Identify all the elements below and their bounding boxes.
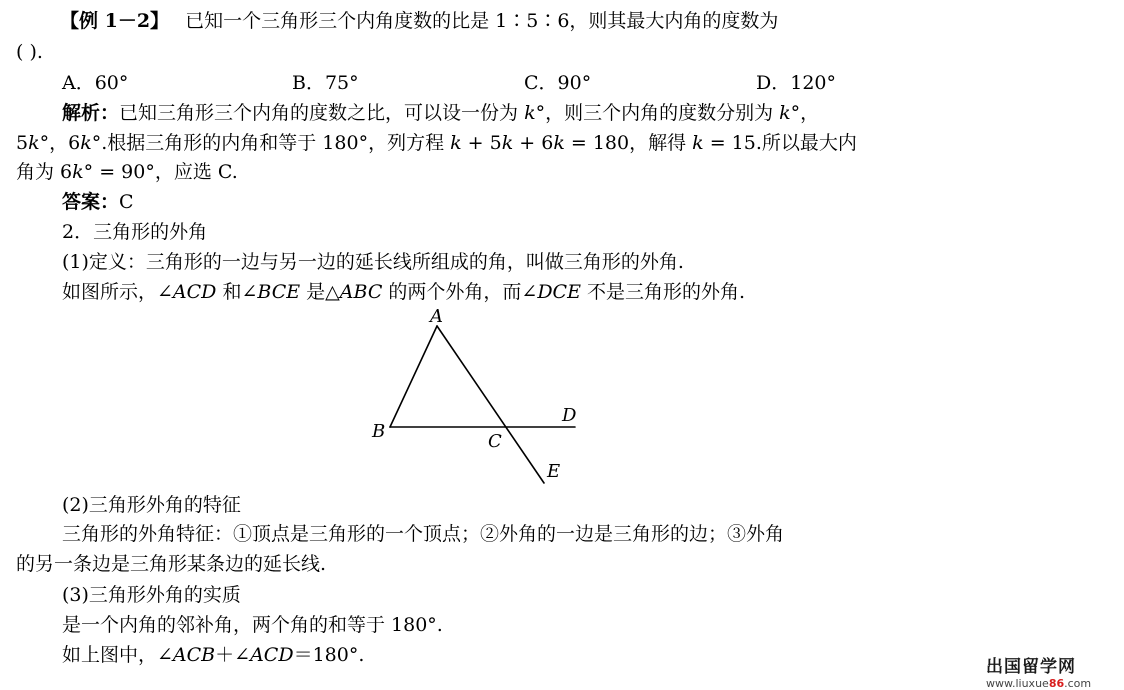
var-k: k xyxy=(450,132,462,154)
option-c: C．90° xyxy=(524,72,592,94)
url-part: .com xyxy=(1064,677,1092,690)
example-blank: ( ). xyxy=(16,41,43,63)
text: 如图所示，∠ xyxy=(62,281,173,303)
label-a: A xyxy=(430,306,443,327)
label-e: E xyxy=(547,461,561,482)
url-num: 86 xyxy=(1048,677,1065,690)
triangle-abc: ABC xyxy=(339,281,383,303)
watermark-title: 出国留学网 xyxy=(986,657,1076,677)
segment-ab xyxy=(390,326,437,427)
angle-acd: ACD xyxy=(172,281,217,303)
analysis-text: °， xyxy=(790,102,820,124)
text: ＝180°. xyxy=(293,644,365,666)
example-line-1 xyxy=(60,10,778,32)
analysis-line-2 xyxy=(16,132,857,154)
label-c: C xyxy=(488,431,502,452)
text: 如上图中，∠ xyxy=(62,644,173,666)
answer-label: 答案： xyxy=(62,191,120,213)
angle-acb: ACB xyxy=(172,644,216,666)
label-d: D xyxy=(562,405,577,426)
essence-line: 是一个内角的邻补角，两个角的和等于 180°. xyxy=(62,614,443,636)
answer-value: C xyxy=(119,191,134,213)
section-title: 2．三角形的外角 xyxy=(62,221,208,243)
label-b: B xyxy=(372,421,386,442)
segment-ae xyxy=(437,326,544,483)
feature-line-2: 的另一条边是三角形某条边的延长线. xyxy=(16,553,327,575)
url-part: www.liuxue xyxy=(986,677,1049,690)
answer-line xyxy=(62,191,134,213)
var-k: k xyxy=(692,132,704,154)
triangle-figure xyxy=(368,302,580,494)
essence-title: (3)三角形外角的实质 xyxy=(62,584,241,606)
text: 是△ xyxy=(300,281,340,303)
var-k: k xyxy=(28,132,40,154)
analysis-text: °.根据三角形的内角和等于 180°，列方程 xyxy=(91,132,451,154)
analysis-text: + 6 xyxy=(513,132,554,154)
analysis-text: 5 xyxy=(16,132,29,154)
angle-acd: ACD xyxy=(250,644,294,666)
analysis-text: °，则三个内角的度数分别为 xyxy=(535,102,780,124)
final-line xyxy=(62,644,364,666)
example-question: 已知一个三角形三个内角度数的比是 1∶5∶6，则其最大内角的度数为 xyxy=(185,10,779,32)
angle-dce: DCE xyxy=(537,281,581,303)
analysis-text: 已知三角形三个内角的度数之比，可以设一份为 xyxy=(119,102,525,124)
analysis-text: 角为 6 xyxy=(16,161,73,183)
text: 的两个外角，而∠ xyxy=(382,281,538,303)
var-k: k xyxy=(72,161,84,183)
analysis-text: = 15.所以最大内 xyxy=(703,132,857,154)
analysis-line-3 xyxy=(16,161,238,183)
text: 不是三角形的外角. xyxy=(580,281,746,303)
angle-bce: BCE xyxy=(257,281,301,303)
text: 和∠ xyxy=(216,281,258,303)
feature-title: (2)三角形外角的特征 xyxy=(62,494,241,516)
text: ＋∠ xyxy=(215,644,251,666)
analysis-text: ° = 90°，应选 C. xyxy=(83,161,238,183)
option-d: D．120° xyxy=(756,72,836,94)
option-b: B．75° xyxy=(292,72,359,94)
var-k: k xyxy=(524,102,536,124)
analysis-line-1 xyxy=(62,102,819,124)
analysis-text: = 180，解得 xyxy=(564,132,693,154)
feature-line-1: 三角形的外角特征：①顶点是三角形的一个顶点；②外角的一边是三角形的边；③外角 xyxy=(62,523,785,545)
example-figure-text xyxy=(62,281,745,303)
var-k: k xyxy=(80,132,92,154)
var-k: k xyxy=(553,132,565,154)
analysis-text: + 5 xyxy=(461,132,502,154)
site-watermark xyxy=(986,652,1091,690)
definition-line: (1)定义：三角形的一边与另一边的延长线所组成的角，叫做三角形的外角. xyxy=(62,251,684,273)
example-tag: 【例 1－2】 xyxy=(60,10,170,32)
analysis-text: °，6 xyxy=(39,132,81,154)
var-k: k xyxy=(779,102,791,124)
option-a: A．60° xyxy=(62,72,129,94)
analysis-label: 解析： xyxy=(62,102,120,124)
watermark-url xyxy=(986,677,1091,690)
var-k: k xyxy=(501,132,514,154)
